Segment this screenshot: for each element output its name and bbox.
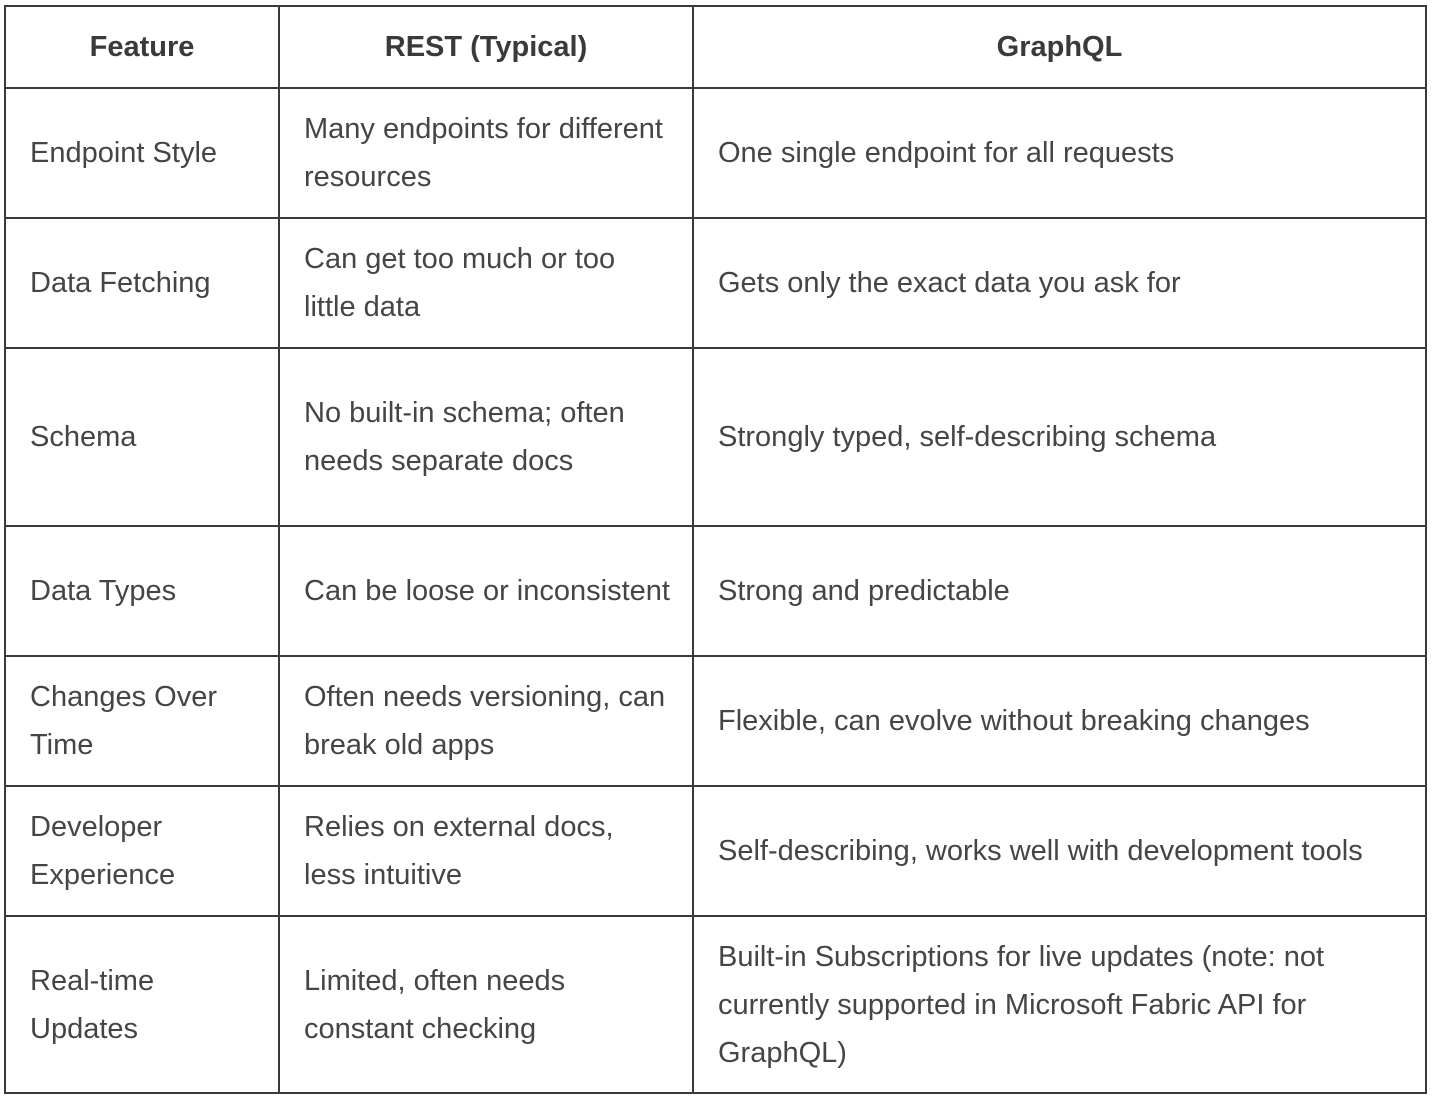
header-rest: REST (Typical) [279,6,693,88]
table-row [5,348,1426,526]
graphql-cell: Strong and predictable [693,526,1426,656]
graphql-cell: Flexible, can evolve without breaking changes [693,656,1426,786]
graphql-cell: Gets only the exact data you ask for [693,218,1426,348]
graphql-cell: Built-in Subscriptions for live updates (note: not currently supported in Microsoft Fabric API for GraphQL) [693,916,1426,1093]
table-row [5,656,1426,786]
graphql-cell: Self-describing, works well with development tools [693,786,1426,916]
rest-cell: Limited, often needs constant checking [279,916,693,1093]
rest-cell: No built-in schema; often needs separate docs [279,348,693,526]
feature-cell: Changes Over Time [5,656,279,786]
graphql-cell: Strongly typed, self-describing schema [693,348,1426,526]
table-row [5,218,1426,348]
rest-cell: Relies on external docs, less intuitive [279,786,693,916]
rest-cell: Can get too much or too little data [279,218,693,348]
table-header-row [5,6,1426,88]
table-row [5,526,1426,656]
rest-cell: Can be loose or inconsistent [279,526,693,656]
feature-cell: Schema [5,348,279,526]
rest-cell: Often needs versioning, can break old apps [279,656,693,786]
header-graphql: GraphQL [693,6,1426,88]
rest-cell: Many endpoints for different resources [279,88,693,218]
header-feature: Feature [5,6,279,88]
table-row [5,88,1426,218]
feature-cell: Data Types [5,526,279,656]
table-row [5,786,1426,916]
feature-cell: Developer Experience [5,786,279,916]
comparison-table [4,5,1427,1094]
feature-cell: Real-time Updates [5,916,279,1093]
feature-cell: Data Fetching [5,218,279,348]
feature-cell: Endpoint Style [5,88,279,218]
graphql-cell: One single endpoint for all requests [693,88,1426,218]
table-row [5,916,1426,1093]
